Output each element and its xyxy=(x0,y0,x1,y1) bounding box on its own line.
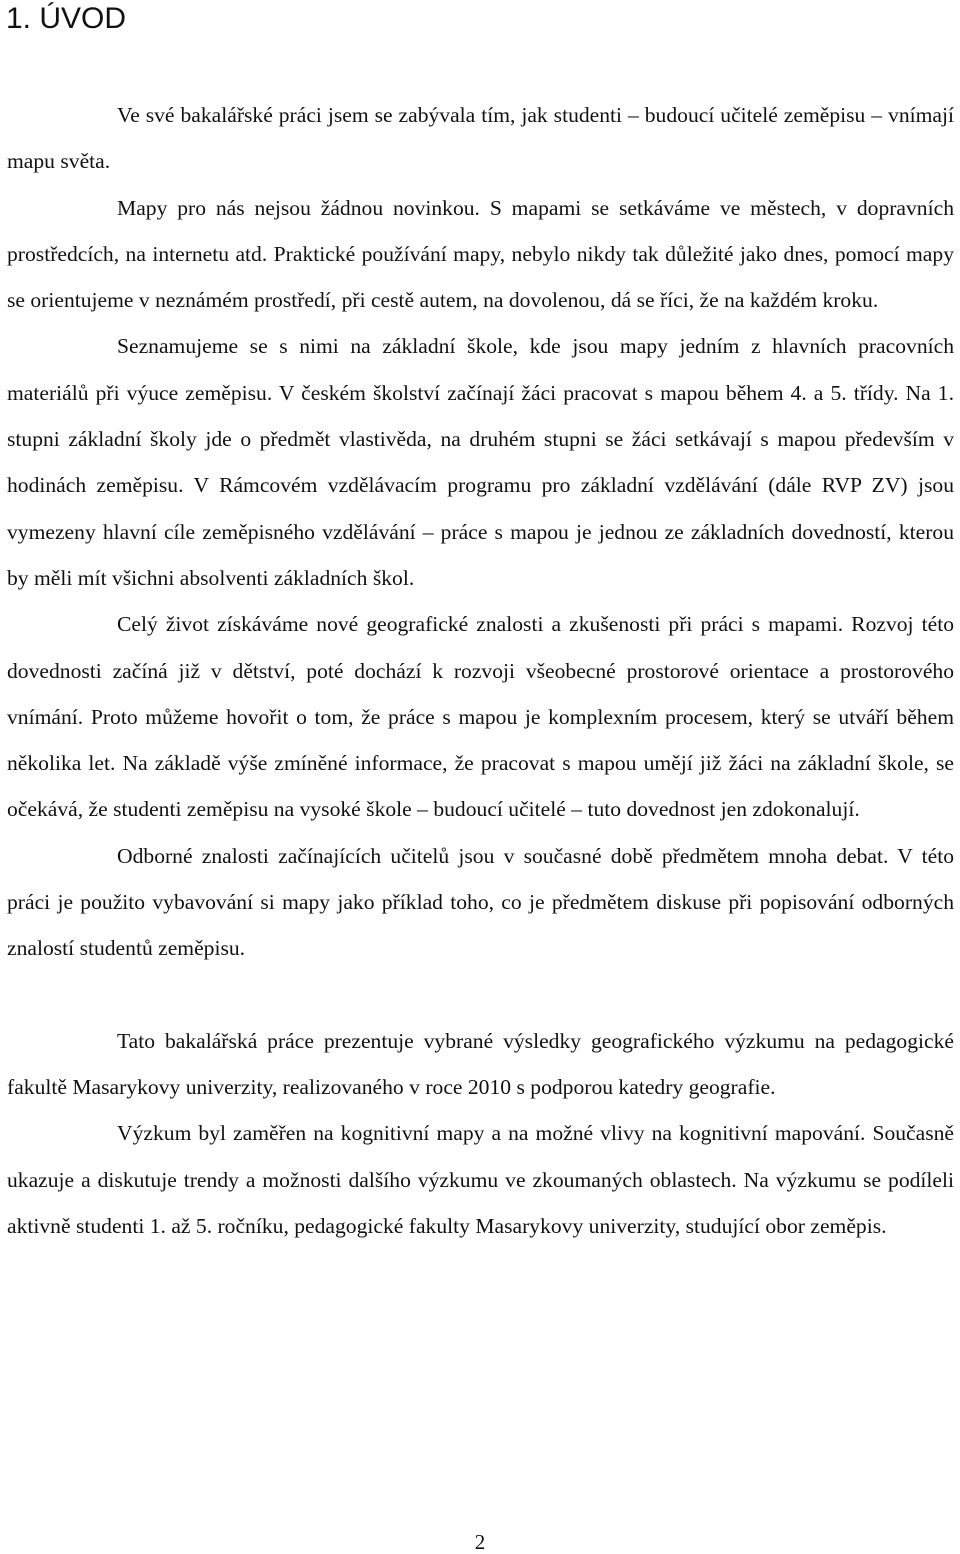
paragraph-5: Odborné znalosti začínajících učitelů jsou v současné době předmětem mnoha debat. V této práci je použito vybavování si mapy jako příklad toho, co je předmětem diskuse při popisování odborných znalostí studentů zeměpisu. xyxy=(7,843,954,961)
paragraph-3: Seznamujeme se s nimi na základní škole, kde jsou mapy jedním z hlavních pracovních materiálů při výuce zeměpisu. V českém školství začínají žáci pracovat s mapou během 4. a 5. třídy. Na 1. stupni základní školy jde o předmět vlastivěda, na druhém stupni se žáci setkávají s mapou především v hodinách zeměpisu. V Rámcovém vzdělávacím programu pro základní vzdělávání (dále RVP ZV) jsou vymezeny hlavní cíle zeměpisného vzdělávání – práce s mapou je jednou ze základních dovedností, kterou by měli mít všichni absolventi základních škol. xyxy=(7,334,954,590)
paragraph-6: Tato bakalářská práce prezentuje vybrané výsledky geografického výzkumu na pedagogické fakultě Masarykovy univerzity, realizovaného v roce 2010 s podporou katedry geografie. xyxy=(7,1028,954,1099)
paragraph-1: Ve své bakalářské práci jsem se zabývala tím, jak studenti – budoucí učitelé zeměpisu – vnímají mapu světa. xyxy=(7,103,954,174)
page-number: 2 xyxy=(474,1530,486,1554)
chapter-heading: 1. ÚVOD xyxy=(6,2,127,35)
paragraph-2: Mapy pro nás nejsou žádnou novinkou. S mapami se setkáváme ve městech, v dopravních prostředcích, na internetu atd. Praktické používání mapy, nebylo nikdy tak důležité jako dnes, pomocí mapy se orientujeme v neznámém prostředí, při cestě autem, na dovolenou, dá se říci, že na každém kroku. xyxy=(7,195,954,313)
paragraph-4: Celý život získáváme nové geografické znalosti a zkušenosti při práci s mapami. Rozvoj této dovednosti začíná již v dětství, poté dochází k rozvoji všeobecné prostorové orientace a prostorového vnímání. Proto můžeme hovořit o tom, že práce s mapou je komplexním procesem, který se utváří během několika let. Na základě výše zmíněné informace, že pracovat s mapou umějí již žáci na základní škole, se očekává, že studenti zeměpisu na vysoké škole – budoucí učitelé – tuto dovednost jen zdokonalují. xyxy=(7,612,954,822)
body-text xyxy=(7,92,954,1249)
paragraph-7: Výzkum byl zaměřen na kognitivní mapy a na možné vlivy na kognitivní mapování. Současně ukazuje a diskutuje trendy a možnosti dalšího výzkumu ve zkoumaných oblastech. Na výzkumu se podíleli aktivně studenti 1. až 5. ročníku, pedagogické fakulty Masarykovy univerzity, studující obor zeměpis. xyxy=(7,1121,954,1238)
